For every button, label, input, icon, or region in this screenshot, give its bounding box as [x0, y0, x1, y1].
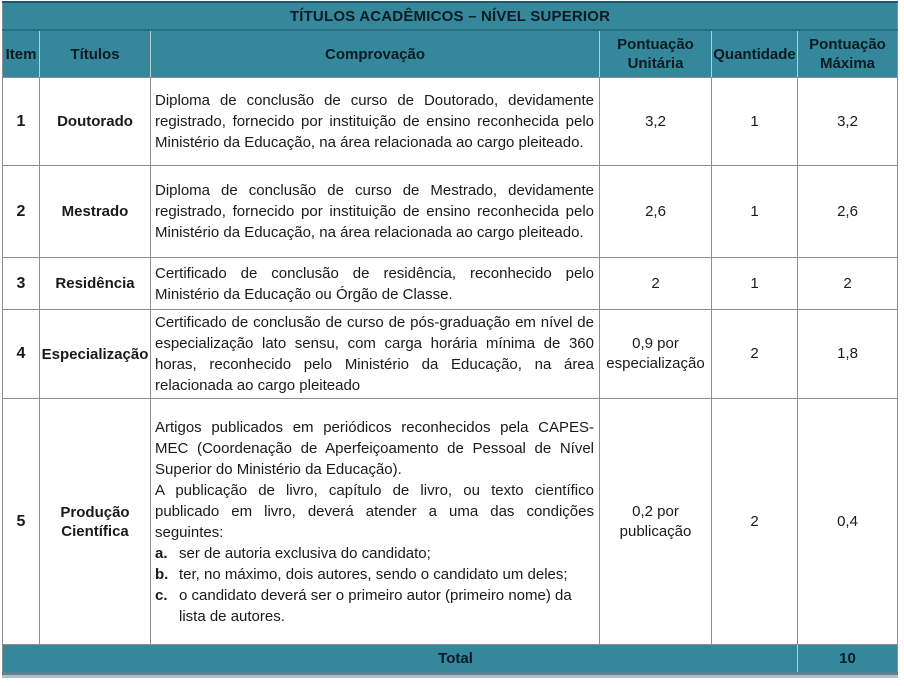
comprovacao-paragraph: A publicação de livro, capítulo de livro, ou texto científico publicado em livro, deverá atender a uma das condições seguintes:: [155, 481, 594, 541]
pontuacao-unitaria-cell: 0,2 por publicação: [600, 399, 712, 645]
pontuacao-unitaria-cell: 2: [600, 258, 712, 310]
col-header-item: Item: [3, 30, 40, 78]
pontuacao-maxima-cell: 1,8: [798, 310, 898, 399]
table-title-row: [3, 2, 898, 30]
col-header-comprovacao: Comprovação: [151, 30, 600, 78]
column-header-row: [3, 30, 898, 78]
total-row: [3, 645, 898, 674]
list-item-text: ser de autoria exclusiva do candidato;: [179, 544, 431, 562]
titulo-cell: Residência: [40, 258, 151, 310]
pontuacao-unitaria-cell: 3,2: [600, 78, 712, 166]
total-value: 10: [798, 645, 898, 674]
list-item-text: o candidato deverá ser o primeiro autor (primeiro nome) da lista de autores.: [179, 586, 572, 625]
titulo-cell: Doutorado: [40, 78, 151, 166]
titulo-cell: Produção Científica: [40, 399, 151, 645]
comprovacao-paragraph: Certificado de conclusão de residência, reconhecido pelo Ministério da Educação ou Órgão de Classe.: [155, 264, 594, 303]
table-title: TÍTULOS ACADÊMICOS – NÍVEL SUPERIOR: [3, 2, 898, 30]
comprovacao-cell: [151, 258, 600, 310]
quantidade-cell: 2: [712, 310, 798, 399]
quantidade-cell: 2: [712, 399, 798, 645]
list-item: [155, 585, 594, 627]
titulo-cell: Especialização: [40, 310, 151, 399]
pontuacao-unitaria-cell: 0,9 por especialização: [600, 310, 712, 399]
col-header-titulos: Títulos: [40, 30, 151, 78]
item-cell: 4: [3, 310, 40, 399]
list-item: [155, 564, 594, 585]
comprovacao-cell: [151, 399, 600, 645]
total-label: Total: [3, 645, 798, 674]
item-cell: 5: [3, 399, 40, 645]
list-marker: c.: [155, 586, 168, 604]
quantidade-cell: 1: [712, 258, 798, 310]
pontuacao-maxima-cell: 3,2: [798, 78, 898, 166]
list-item: [155, 543, 594, 564]
comprovacao-cell: [151, 166, 600, 258]
comprovacao-paragraph: Diploma de conclusão de curso de Mestrado, devidamente registrado, fornecido por instituição de ensino reconhecida pelo Ministério da Educação, na área relacionada ao cargo pleiteado.: [155, 182, 594, 241]
item-cell: 1: [3, 78, 40, 166]
titulo-cell: Mestrado: [40, 166, 151, 258]
quantidade-cell: 1: [712, 166, 798, 258]
table-row: [3, 310, 898, 399]
col-header-pontuacao-maxima: Pontuação Máxima: [798, 30, 898, 78]
table-row: [3, 399, 898, 645]
table-row: [3, 258, 898, 310]
list-marker: a.: [155, 544, 168, 562]
item-cell: 2: [3, 166, 40, 258]
item-cell: 3: [3, 258, 40, 310]
list-item-text: ter, no máximo, dois autores, sendo o candidato um deles;: [179, 565, 568, 583]
list-marker: b.: [155, 565, 169, 583]
pontuacao-maxima-cell: 2,6: [798, 166, 898, 258]
col-header-pontuacao-unitaria: Pontuação Unitária: [600, 30, 712, 78]
comprovacao-cell: [151, 78, 600, 166]
col-header-quantidade: Quantidade: [712, 30, 798, 78]
table-row: [3, 78, 898, 166]
table-row: [3, 166, 898, 258]
comprovacao-paragraph: Certificado de conclusão de curso de pós-graduação em nível de especialização lato sensu, com carga horária mínima de 360 horas, reconhecido pelo Ministério da Educação, na área relacionada ao cargo pleiteado: [155, 314, 594, 394]
comprovacao-paragraph: Diploma de conclusão de curso de Doutorado, devidamente registrado, fornecido por instituição de ensino reconhecida pelo Ministério da Educação, na área relacionada ao cargo pleiteado.: [155, 92, 594, 151]
pontuacao-maxima-cell: 0,4: [798, 399, 898, 645]
pontuacao-maxima-cell: 2: [798, 258, 898, 310]
pontuacao-unitaria-cell: 2,6: [600, 166, 712, 258]
comprovacao-paragraph: Artigos publicados em periódicos reconhecidos pela CAPES-MEC (Coordenação de Aperfeiçoamento de Pessoal de Nível Superior do Ministério da Educação).: [155, 418, 594, 478]
table-bottom-shadow: [2, 675, 898, 678]
academic-titles-table: [2, 1, 898, 675]
quantidade-cell: 1: [712, 78, 798, 166]
comprovacao-cell: [151, 310, 600, 399]
